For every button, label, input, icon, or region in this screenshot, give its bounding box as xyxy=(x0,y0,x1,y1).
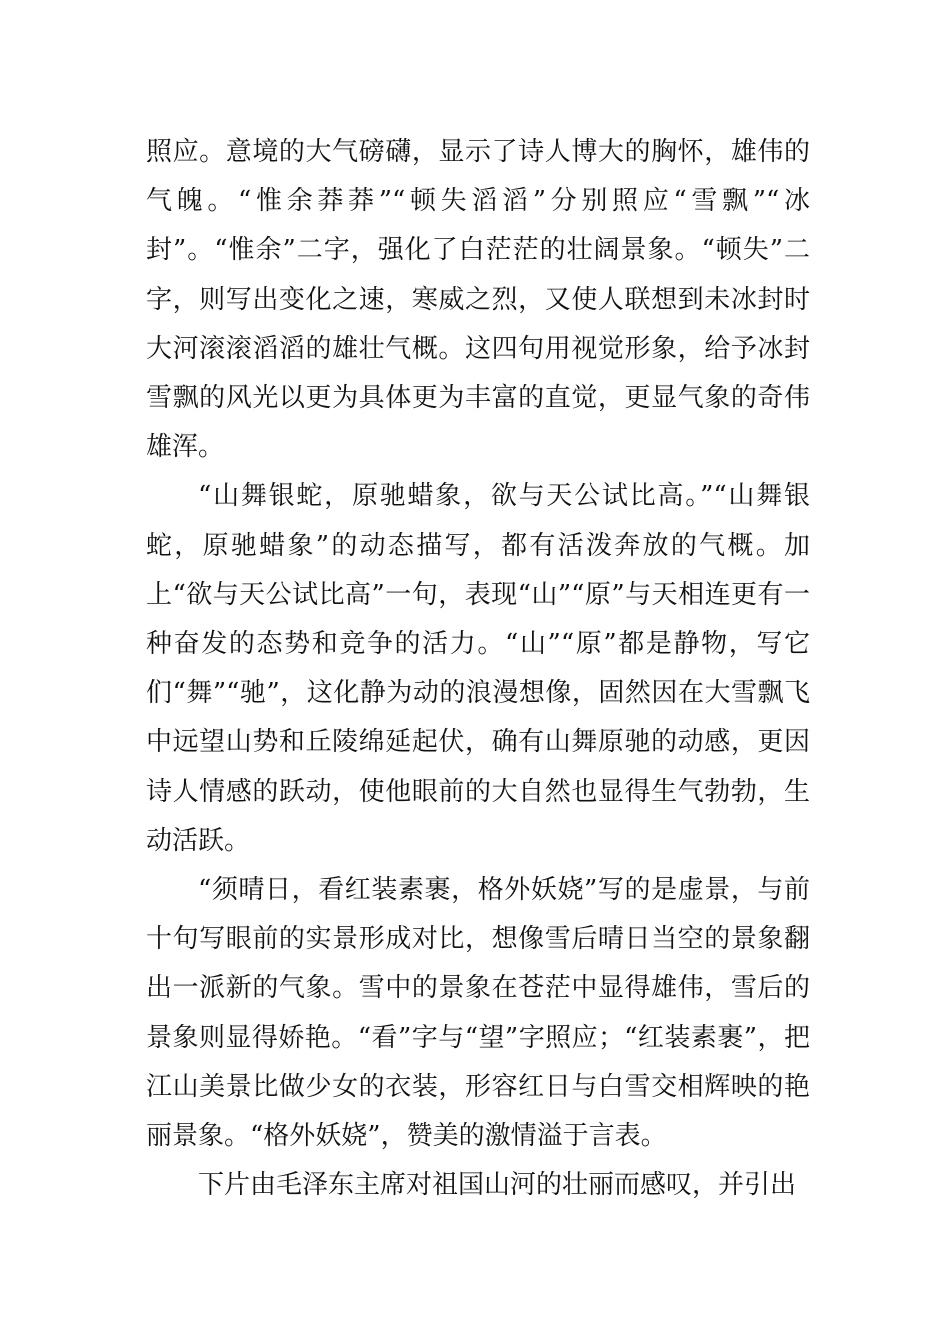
paragraph-3: “须晴日，看红装素裹，格外妖娆”写的是虚景，与前十句写眼前的实景形成对比，想像雪后晴日当空的景象翻出一派新的气象。雪中的景象在苍茫中显得雄伟，雪后的景象则显得娇艳。“看”字与“望”字照应；“红装素裹”，把江山美景比做少女的衣装，形容红日与白雪交相辉映的艳丽景象。“格外妖娆”，赞美的激情溢于言表。 xyxy=(146,875,810,1152)
paragraph-2: “山舞银蛇，原驰蜡象，欲与天公试比高。”“山舞银蛇，原驰蜡象”的动态描写，都有活泼奔放的气概。加上“欲与天公试比高”一句，表现“山”“原”与天相连更有一种奋发的态势和竞争的活力。“山”“原”都是静物，写它们“舞”“驰”，这化静为动的浪漫想像，固然因在大雪飘飞中远望山势和丘陵绵延起伏，确有山舞原驰的动感，更因诗人情感的跃动，使他眼前的大自然也显得生气勃勃，生动活跃。 xyxy=(146,481,810,856)
paragraph-4: 下片由毛泽东主席对祖国山河的壮丽而感叹，并引出 xyxy=(198,1170,797,1201)
paragraph-1: 照应。意境的大气磅礴，显示了诗人博大的胸怀，雄伟的气魄。“惟余莽莽”“顿失滔滔”分别照应“雪飘”“冰封”。“惟余”二字，强化了白茫茫的壮阔景象。“顿失”二字，则写出变化之速，寒威之烈，又使人联想到未冰封时大河滚滚滔滔的雄壮气概。这四句用视觉形象，给予冰封雪飘的风光以更为具体更为丰富的直觉，更显气象的奇伟雄浑。 xyxy=(146,137,810,463)
body-text xyxy=(146,128,810,1210)
